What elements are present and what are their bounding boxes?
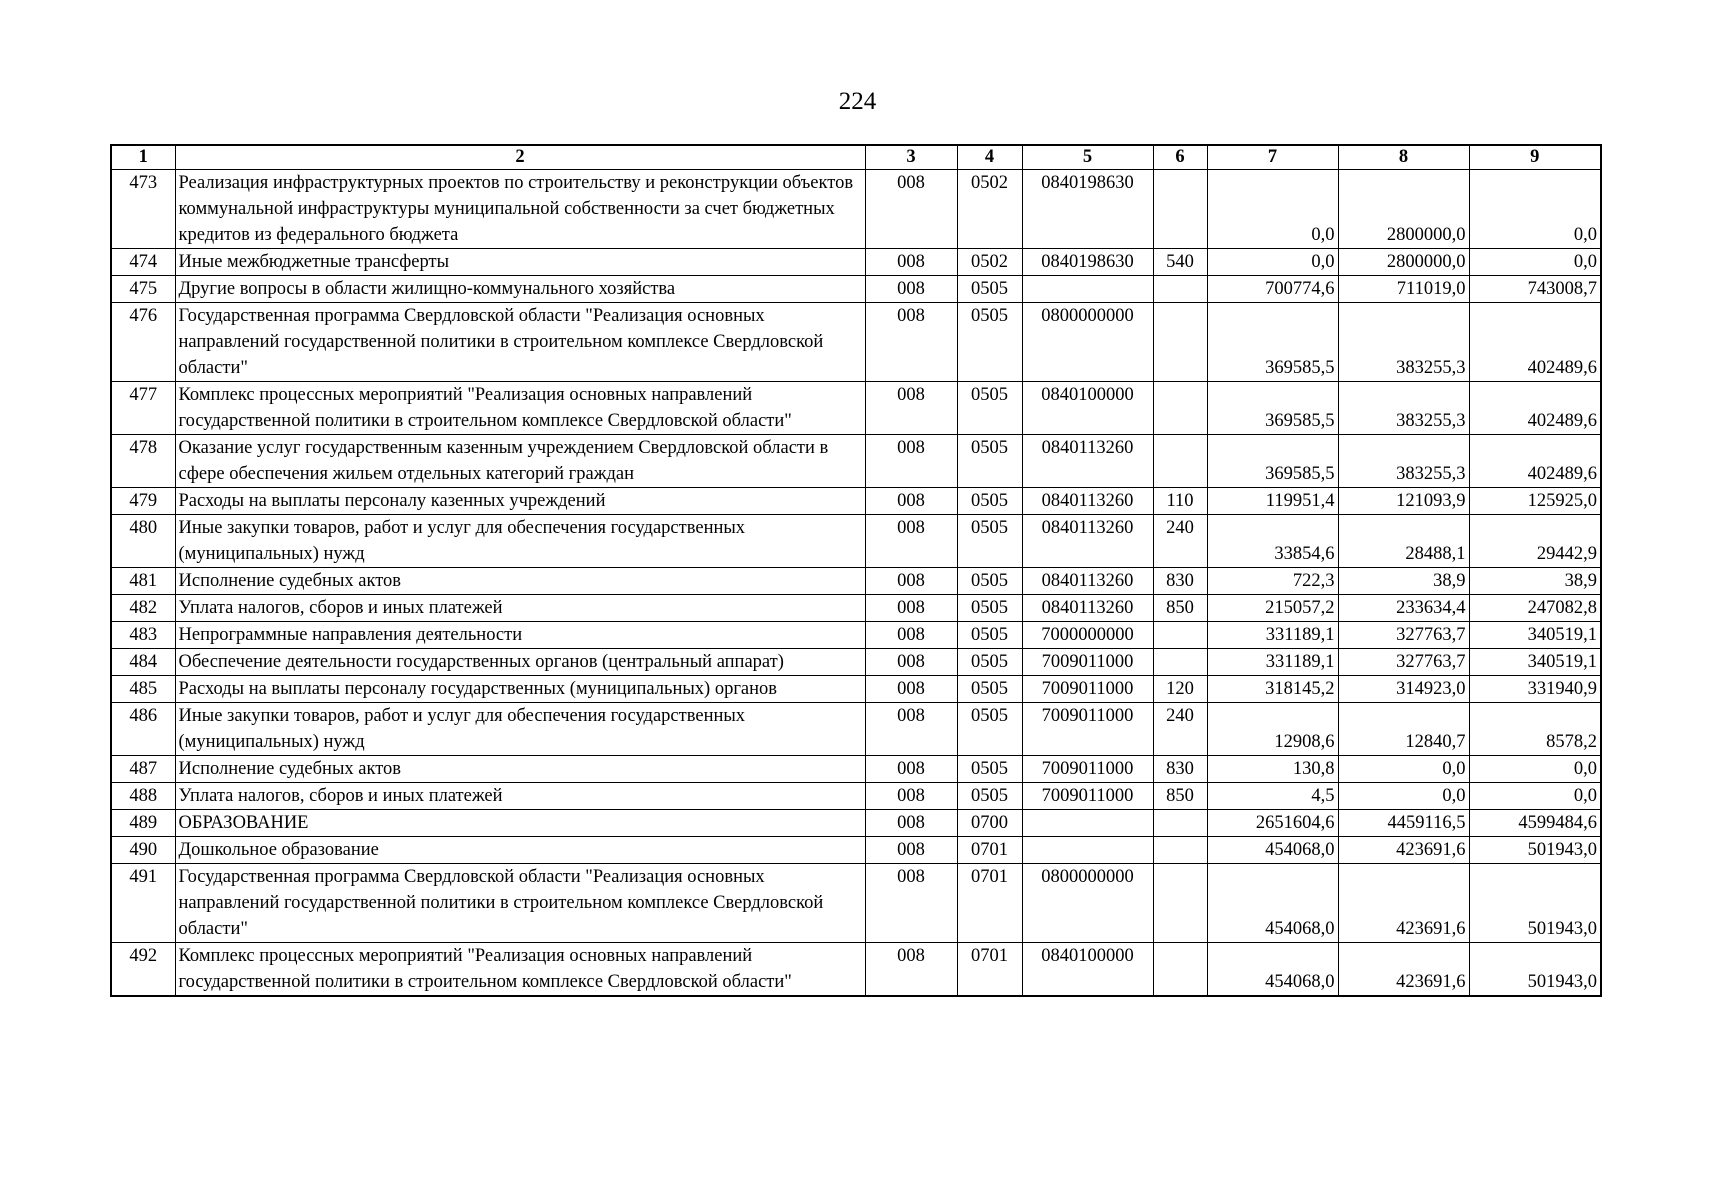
- amount-7-cell: 4,5: [1207, 783, 1338, 810]
- amount-8-cell: 711019,0: [1338, 276, 1469, 303]
- row-name-cell: Государственная программа Свердловской области "Реализация основных направлений государственной политики в строительном комплексе Свердловской области": [175, 303, 865, 382]
- code-3-cell: 008: [865, 515, 957, 568]
- code-3-cell: 008: [865, 435, 957, 488]
- code-4-cell: 0505: [957, 276, 1022, 303]
- code-6-cell: [1153, 622, 1207, 649]
- amount-7-cell: 12908,6: [1207, 703, 1338, 756]
- amount-8-cell: 0,0: [1338, 756, 1469, 783]
- row-name-cell: ОБРАЗОВАНИЕ: [175, 810, 865, 837]
- table-row: [111, 276, 1601, 303]
- amount-7-cell: 130,8: [1207, 756, 1338, 783]
- row-number-cell: 475: [111, 276, 175, 303]
- code-5-cell: 7009011000: [1022, 703, 1153, 756]
- table-body: [111, 170, 1601, 997]
- code-4-cell: 0502: [957, 249, 1022, 276]
- code-4-cell: 0505: [957, 568, 1022, 595]
- column-header: 3: [865, 145, 957, 170]
- code-4-cell: 0701: [957, 864, 1022, 943]
- code-6-cell: [1153, 810, 1207, 837]
- row-name-cell: Другие вопросы в области жилищно-коммунального хозяйства: [175, 276, 865, 303]
- amount-7-cell: 369585,5: [1207, 382, 1338, 435]
- table-row: [111, 837, 1601, 864]
- code-3-cell: 008: [865, 703, 957, 756]
- row-name-cell: Уплата налогов, сборов и иных платежей: [175, 783, 865, 810]
- table-row: [111, 810, 1601, 837]
- amount-7-cell: 2651604,6: [1207, 810, 1338, 837]
- table-row: [111, 170, 1601, 249]
- code-6-cell: [1153, 943, 1207, 997]
- code-4-cell: 0505: [957, 783, 1022, 810]
- amount-7-cell: 119951,4: [1207, 488, 1338, 515]
- table-row: [111, 783, 1601, 810]
- code-3-cell: 008: [865, 622, 957, 649]
- row-number-cell: 481: [111, 568, 175, 595]
- amount-8-cell: 423691,6: [1338, 943, 1469, 997]
- code-6-cell: 240: [1153, 515, 1207, 568]
- code-4-cell: 0505: [957, 756, 1022, 783]
- code-5-cell: 0840113260: [1022, 435, 1153, 488]
- amount-7-cell: 331189,1: [1207, 622, 1338, 649]
- amount-9-cell: 331940,9: [1469, 676, 1601, 703]
- code-4-cell: 0505: [957, 382, 1022, 435]
- code-4-cell: 0505: [957, 435, 1022, 488]
- code-3-cell: 008: [865, 382, 957, 435]
- code-4-cell: 0505: [957, 703, 1022, 756]
- amount-9-cell: 4599484,6: [1469, 810, 1601, 837]
- amount-9-cell: 38,9: [1469, 568, 1601, 595]
- amount-7-cell: 0,0: [1207, 170, 1338, 249]
- column-header: 6: [1153, 145, 1207, 170]
- amount-9-cell: 340519,1: [1469, 622, 1601, 649]
- row-number-cell: 487: [111, 756, 175, 783]
- row-name-cell: Государственная программа Свердловской области "Реализация основных направлений государственной политики в строительном комплексе Свердловской области": [175, 864, 865, 943]
- row-number-cell: 492: [111, 943, 175, 997]
- code-5-cell: 0840198630: [1022, 249, 1153, 276]
- code-6-cell: 120: [1153, 676, 1207, 703]
- code-5-cell: 0840100000: [1022, 382, 1153, 435]
- table-row: [111, 595, 1601, 622]
- amount-9-cell: 0,0: [1469, 170, 1601, 249]
- row-number-cell: 483: [111, 622, 175, 649]
- table-row: [111, 249, 1601, 276]
- column-header: 9: [1469, 145, 1601, 170]
- code-3-cell: 008: [865, 943, 957, 997]
- amount-8-cell: 314923,0: [1338, 676, 1469, 703]
- code-6-cell: [1153, 649, 1207, 676]
- row-name-cell: Исполнение судебных актов: [175, 756, 865, 783]
- amount-9-cell: 0,0: [1469, 783, 1601, 810]
- row-name-cell: Иные межбюджетные трансферты: [175, 249, 865, 276]
- table-row: [111, 568, 1601, 595]
- code-3-cell: 008: [865, 595, 957, 622]
- code-6-cell: [1153, 837, 1207, 864]
- code-5-cell: [1022, 276, 1153, 303]
- amount-9-cell: 0,0: [1469, 249, 1601, 276]
- amount-8-cell: 12840,7: [1338, 703, 1469, 756]
- amount-8-cell: 121093,9: [1338, 488, 1469, 515]
- code-6-cell: [1153, 276, 1207, 303]
- row-name-cell: Обеспечение деятельности государственных органов (центральный аппарат): [175, 649, 865, 676]
- row-name-cell: Расходы на выплаты персоналу казенных учреждений: [175, 488, 865, 515]
- amount-9-cell: 501943,0: [1469, 943, 1601, 997]
- table-row: [111, 649, 1601, 676]
- code-3-cell: 008: [865, 783, 957, 810]
- amount-7-cell: 369585,5: [1207, 303, 1338, 382]
- row-number-cell: 476: [111, 303, 175, 382]
- code-4-cell: 0505: [957, 515, 1022, 568]
- code-3-cell: 008: [865, 676, 957, 703]
- code-5-cell: [1022, 837, 1153, 864]
- row-name-cell: Комплекс процессных мероприятий "Реализация основных направлений государственной политики в строительном комплексе Свердловской области": [175, 382, 865, 435]
- code-4-cell: 0700: [957, 810, 1022, 837]
- column-header: 4: [957, 145, 1022, 170]
- row-name-cell: Реализация инфраструктурных проектов по строительству и реконструкции объектов коммунальной инфраструктуры муниципальной собственности за счет бюджетных кредитов из федерального бюджета: [175, 170, 865, 249]
- code-6-cell: [1153, 382, 1207, 435]
- code-4-cell: 0505: [957, 303, 1022, 382]
- code-5-cell: 7000000000: [1022, 622, 1153, 649]
- code-3-cell: 008: [865, 864, 957, 943]
- code-5-cell: 0840113260: [1022, 515, 1153, 568]
- row-number-cell: 479: [111, 488, 175, 515]
- amount-8-cell: 0,0: [1338, 783, 1469, 810]
- code-5-cell: 0840113260: [1022, 595, 1153, 622]
- code-3-cell: 008: [865, 170, 957, 249]
- code-3-cell: 008: [865, 488, 957, 515]
- code-6-cell: 830: [1153, 756, 1207, 783]
- amount-8-cell: 38,9: [1338, 568, 1469, 595]
- amount-7-cell: 331189,1: [1207, 649, 1338, 676]
- code-4-cell: 0505: [957, 595, 1022, 622]
- amount-8-cell: 4459116,5: [1338, 810, 1469, 837]
- row-name-cell: Непрограммные направления деятельности: [175, 622, 865, 649]
- amount-9-cell: 8578,2: [1469, 703, 1601, 756]
- amount-7-cell: 454068,0: [1207, 943, 1338, 997]
- amount-9-cell: 501943,0: [1469, 837, 1601, 864]
- code-6-cell: [1153, 435, 1207, 488]
- code-5-cell: 0840100000: [1022, 943, 1153, 997]
- code-5-cell: 7009011000: [1022, 783, 1153, 810]
- code-3-cell: 008: [865, 249, 957, 276]
- amount-8-cell: 327763,7: [1338, 622, 1469, 649]
- amount-9-cell: 743008,7: [1469, 276, 1601, 303]
- column-header: 1: [111, 145, 175, 170]
- code-6-cell: [1153, 864, 1207, 943]
- row-name-cell: Иные закупки товаров, работ и услуг для обеспечения государственных (муниципальных) нужд: [175, 515, 865, 568]
- amount-7-cell: 0,0: [1207, 249, 1338, 276]
- table-row: [111, 943, 1601, 997]
- code-3-cell: 008: [865, 649, 957, 676]
- table-row: [111, 864, 1601, 943]
- row-number-cell: 485: [111, 676, 175, 703]
- amount-9-cell: 501943,0: [1469, 864, 1601, 943]
- column-header: 7: [1207, 145, 1338, 170]
- row-number-cell: 490: [111, 837, 175, 864]
- amount-8-cell: 28488,1: [1338, 515, 1469, 568]
- table-row: [111, 515, 1601, 568]
- code-4-cell: 0505: [957, 649, 1022, 676]
- amount-8-cell: 383255,3: [1338, 303, 1469, 382]
- amount-7-cell: 215057,2: [1207, 595, 1338, 622]
- amount-9-cell: 125925,0: [1469, 488, 1601, 515]
- row-name-cell: Расходы на выплаты персоналу государственных (муниципальных) органов: [175, 676, 865, 703]
- amount-7-cell: 369585,5: [1207, 435, 1338, 488]
- table-row: [111, 676, 1601, 703]
- amount-8-cell: 2800000,0: [1338, 249, 1469, 276]
- column-header: 5: [1022, 145, 1153, 170]
- code-5-cell: 0800000000: [1022, 303, 1153, 382]
- amount-7-cell: 454068,0: [1207, 864, 1338, 943]
- code-3-cell: 008: [865, 276, 957, 303]
- header-row: [111, 145, 1601, 170]
- amount-7-cell: 700774,6: [1207, 276, 1338, 303]
- code-5-cell: 0800000000: [1022, 864, 1153, 943]
- amount-8-cell: 383255,3: [1338, 435, 1469, 488]
- row-number-cell: 480: [111, 515, 175, 568]
- code-6-cell: 110: [1153, 488, 1207, 515]
- amount-8-cell: 327763,7: [1338, 649, 1469, 676]
- code-5-cell: 0840113260: [1022, 488, 1153, 515]
- table-row: [111, 488, 1601, 515]
- amount-9-cell: 340519,1: [1469, 649, 1601, 676]
- row-name-cell: Комплекс процессных мероприятий "Реализация основных направлений государственной политики в строительном комплексе Свердловской области": [175, 943, 865, 997]
- row-name-cell: Иные закупки товаров, работ и услуг для обеспечения государственных (муниципальных) нужд: [175, 703, 865, 756]
- budget-table: [110, 144, 1602, 997]
- amount-7-cell: 454068,0: [1207, 837, 1338, 864]
- row-number-cell: 486: [111, 703, 175, 756]
- row-number-cell: 477: [111, 382, 175, 435]
- code-3-cell: 008: [865, 810, 957, 837]
- amount-7-cell: 722,3: [1207, 568, 1338, 595]
- table-row: [111, 703, 1601, 756]
- code-4-cell: 0701: [957, 837, 1022, 864]
- page-number: 224: [838, 88, 877, 115]
- table-row: [111, 622, 1601, 649]
- row-number-cell: 482: [111, 595, 175, 622]
- code-5-cell: [1022, 810, 1153, 837]
- row-number-cell: 473: [111, 170, 175, 249]
- row-name-cell: Дошкольное образование: [175, 837, 865, 864]
- column-header: 8: [1338, 145, 1469, 170]
- row-name-cell: Оказание услуг государственным казенным учреждением Свердловской области в сфере обеспечения жильем отдельных категорий граждан: [175, 435, 865, 488]
- amount-8-cell: 233634,4: [1338, 595, 1469, 622]
- amount-8-cell: 423691,6: [1338, 864, 1469, 943]
- amount-9-cell: 402489,6: [1469, 435, 1601, 488]
- code-6-cell: 540: [1153, 249, 1207, 276]
- code-6-cell: 850: [1153, 595, 1207, 622]
- row-number-cell: 484: [111, 649, 175, 676]
- row-number-cell: 489: [111, 810, 175, 837]
- code-4-cell: 0701: [957, 943, 1022, 997]
- code-4-cell: 0505: [957, 676, 1022, 703]
- table-row: [111, 303, 1601, 382]
- code-4-cell: 0505: [957, 488, 1022, 515]
- table-row: [111, 382, 1601, 435]
- code-6-cell: 830: [1153, 568, 1207, 595]
- row-number-cell: 478: [111, 435, 175, 488]
- row-number-cell: 474: [111, 249, 175, 276]
- row-number-cell: 491: [111, 864, 175, 943]
- amount-8-cell: 383255,3: [1338, 382, 1469, 435]
- code-6-cell: [1153, 170, 1207, 249]
- code-3-cell: 008: [865, 568, 957, 595]
- column-header: 2: [175, 145, 865, 170]
- code-5-cell: 7009011000: [1022, 756, 1153, 783]
- code-4-cell: 0505: [957, 622, 1022, 649]
- amount-9-cell: 29442,9: [1469, 515, 1601, 568]
- row-name-cell: Уплата налогов, сборов и иных платежей: [175, 595, 865, 622]
- amount-7-cell: 33854,6: [1207, 515, 1338, 568]
- amount-7-cell: 318145,2: [1207, 676, 1338, 703]
- amount-8-cell: 423691,6: [1338, 837, 1469, 864]
- code-3-cell: 008: [865, 303, 957, 382]
- code-3-cell: 008: [865, 837, 957, 864]
- table-row: [111, 435, 1601, 488]
- amount-9-cell: 402489,6: [1469, 303, 1601, 382]
- code-3-cell: 008: [865, 756, 957, 783]
- code-6-cell: 240: [1153, 703, 1207, 756]
- amount-8-cell: 2800000,0: [1338, 170, 1469, 249]
- code-4-cell: 0502: [957, 170, 1022, 249]
- table-row: [111, 756, 1601, 783]
- row-name-cell: Исполнение судебных актов: [175, 568, 865, 595]
- code-5-cell: 0840113260: [1022, 568, 1153, 595]
- code-5-cell: 7009011000: [1022, 676, 1153, 703]
- amount-9-cell: 0,0: [1469, 756, 1601, 783]
- code-6-cell: [1153, 303, 1207, 382]
- amount-9-cell: 247082,8: [1469, 595, 1601, 622]
- code-6-cell: 850: [1153, 783, 1207, 810]
- row-number-cell: 488: [111, 783, 175, 810]
- code-5-cell: 0840198630: [1022, 170, 1153, 249]
- amount-9-cell: 402489,6: [1469, 382, 1601, 435]
- code-5-cell: 7009011000: [1022, 649, 1153, 676]
